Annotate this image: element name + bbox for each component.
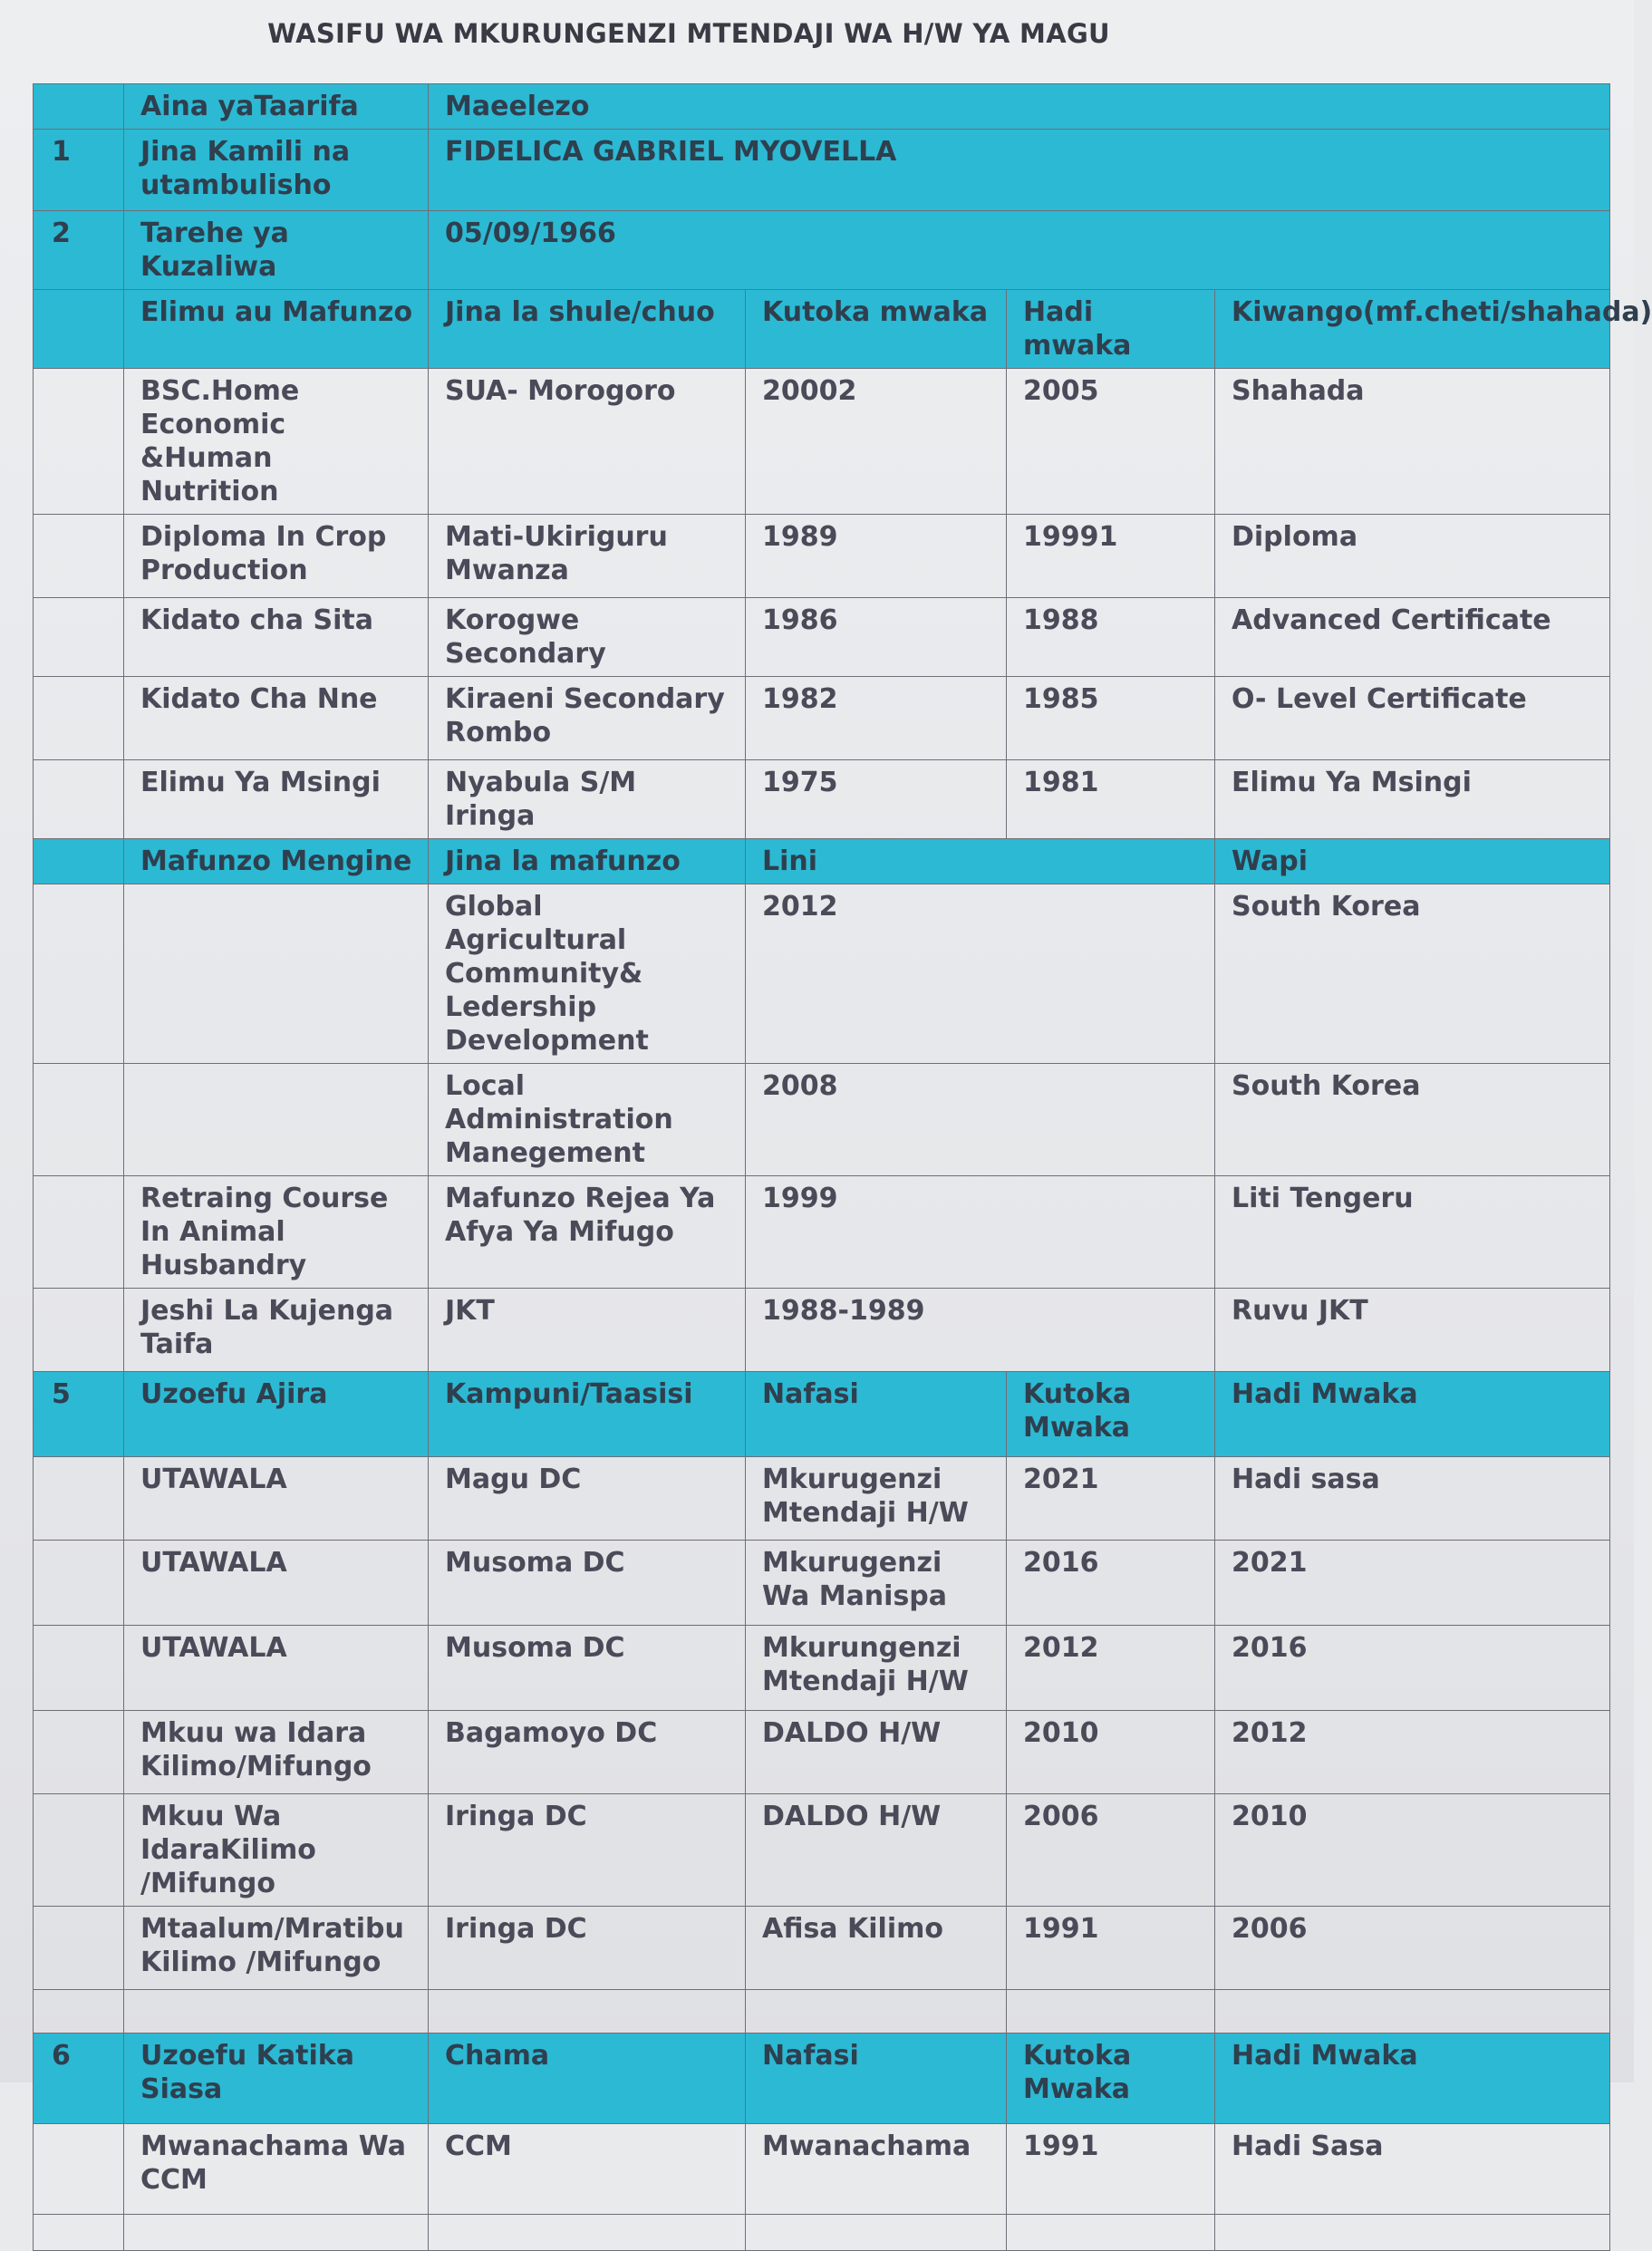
employment-position: Mkurugenzi Mtendaji H/W bbox=[746, 1457, 1007, 1541]
employment-position: Afisa Kilimo bbox=[746, 1907, 1007, 1990]
education-to: 2005 bbox=[1007, 369, 1215, 515]
table-row bbox=[34, 1711, 1610, 1794]
training-when: 1988-1989 bbox=[746, 1289, 1215, 1372]
table-row bbox=[34, 1626, 1610, 1711]
training-name: Local Administration Manegement bbox=[429, 1064, 746, 1176]
employment-field: Mtaalum/Mratibu Kilimo /Mifungo bbox=[124, 1907, 429, 1990]
education-from: 1989 bbox=[746, 515, 1007, 598]
employment-org: Musoma DC bbox=[429, 1541, 746, 1626]
education-header-from: Kutoka mwaka bbox=[746, 290, 1007, 369]
training-header-when: Lini bbox=[746, 839, 1215, 884]
row-number: 2 bbox=[34, 211, 124, 290]
cv-table bbox=[33, 83, 1652, 2251]
table-row bbox=[34, 1176, 1610, 1289]
table-row bbox=[34, 515, 1610, 598]
employment-to: Hadi sasa bbox=[1215, 1457, 1610, 1541]
education-to: 1981 bbox=[1007, 760, 1215, 839]
education-header-level: Elimu au Mafunzo bbox=[124, 290, 429, 369]
row-number: 6 bbox=[34, 2034, 124, 2124]
training-type bbox=[124, 884, 429, 1064]
education-header-to: Hadi mwaka bbox=[1007, 290, 1215, 369]
employment-field: UTAWALA bbox=[124, 1626, 429, 1711]
employment-position: Mkurungenzi Mtendaji H/W bbox=[746, 1626, 1007, 1711]
employment-from: 2006 bbox=[1007, 1794, 1215, 1907]
training-header-row bbox=[34, 839, 1610, 884]
employment-header-field: Uzoefu Ajira bbox=[124, 1372, 429, 1457]
table-row bbox=[34, 1794, 1610, 1907]
table-row bbox=[34, 677, 1610, 760]
table-row bbox=[34, 1064, 1610, 1176]
table-row bbox=[34, 1541, 1610, 1626]
education-to: 1985 bbox=[1007, 677, 1215, 760]
education-school: Korogwe Secondary bbox=[429, 598, 746, 677]
training-when: 2012 bbox=[746, 884, 1215, 1064]
row-label: Jina Kamili na utambulisho bbox=[124, 130, 429, 211]
education-grade: Advanced Certificate bbox=[1215, 598, 1610, 677]
table-row bbox=[34, 1907, 1610, 1990]
employment-field: Mkuu Wa IdaraKilimo /Mifungo bbox=[124, 1794, 429, 1907]
politics-header-row bbox=[34, 2034, 1610, 2124]
employment-field: UTAWALA bbox=[124, 1541, 429, 1626]
education-school: Nyabula S/M Iringa bbox=[429, 760, 746, 839]
personal-row-dob bbox=[34, 211, 1610, 290]
education-level: Kidato Cha Nne bbox=[124, 677, 429, 760]
education-header-row bbox=[34, 290, 1610, 369]
employment-from: 2010 bbox=[1007, 1711, 1215, 1794]
empty-row bbox=[34, 1990, 1610, 2034]
employment-to: 2006 bbox=[1215, 1907, 1610, 1990]
education-header-grade: Kiwango(mf.cheti/shahada) bbox=[1215, 290, 1610, 369]
politics-header-to: Hadi Mwaka bbox=[1215, 2034, 1610, 2124]
row-number: 1 bbox=[34, 130, 124, 211]
training-header-name: Jina la mafunzo bbox=[429, 839, 746, 884]
employment-position: DALDO H/W bbox=[746, 1794, 1007, 1907]
employment-header-position: Nafasi bbox=[746, 1372, 1007, 1457]
training-where: South Korea bbox=[1215, 1064, 1610, 1176]
education-school: SUA- Morogoro bbox=[429, 369, 746, 515]
education-from: 1982 bbox=[746, 677, 1007, 760]
employment-from: 2021 bbox=[1007, 1457, 1215, 1541]
table-row bbox=[34, 1289, 1610, 1372]
politics-position: Mwanachama bbox=[746, 2124, 1007, 2215]
employment-from: 2016 bbox=[1007, 1541, 1215, 1626]
training-where: South Korea bbox=[1215, 884, 1610, 1064]
employment-org: Iringa DC bbox=[429, 1794, 746, 1907]
employment-to: 2010 bbox=[1215, 1794, 1610, 1907]
education-from: 1986 bbox=[746, 598, 1007, 677]
politics-header-field: Uzoefu Katika Siasa bbox=[124, 2034, 429, 2124]
education-school: Mati-Ukiriguru Mwanza bbox=[429, 515, 746, 598]
employment-org: Iringa DC bbox=[429, 1907, 746, 1990]
table-row bbox=[34, 1457, 1610, 1541]
row-number: 5 bbox=[34, 1372, 124, 1457]
row-label: Tarehe ya Kuzaliwa bbox=[124, 211, 429, 290]
table-row bbox=[34, 884, 1610, 1064]
training-type: Retraing Course In Animal Husbandry bbox=[124, 1176, 429, 1289]
employment-to: 2016 bbox=[1215, 1626, 1610, 1711]
training-where: Ruvu JKT bbox=[1215, 1289, 1610, 1372]
table-row bbox=[34, 760, 1610, 839]
education-level: Kidato cha Sita bbox=[124, 598, 429, 677]
employment-position: DALDO H/W bbox=[746, 1711, 1007, 1794]
training-type: Jeshi La Kujenga Taifa bbox=[124, 1289, 429, 1372]
header-col-description: Maeelezo bbox=[429, 84, 1610, 130]
education-to: 19991 bbox=[1007, 515, 1215, 598]
employment-org: Musoma DC bbox=[429, 1626, 746, 1711]
education-grade: Elimu Ya Msingi bbox=[1215, 760, 1610, 839]
document-title: WASIFU WA MKURUNGENZI MTENDAJI WA H/W YA MAGU bbox=[267, 18, 1110, 49]
employment-to: 2012 bbox=[1215, 1711, 1610, 1794]
education-to: 1988 bbox=[1007, 598, 1215, 677]
header-col-type: Aina yaTaarifa bbox=[124, 84, 429, 130]
employment-from: 2012 bbox=[1007, 1626, 1215, 1711]
education-header-school: Jina la shule/chuo bbox=[429, 290, 746, 369]
table-header-row bbox=[34, 84, 1610, 130]
birth-date-value: 05/09/1966 bbox=[429, 211, 1610, 290]
training-when: 1999 bbox=[746, 1176, 1215, 1289]
education-from: 1975 bbox=[746, 760, 1007, 839]
education-grade: Diploma bbox=[1215, 515, 1610, 598]
training-header-type: Mafunzo Mengine bbox=[124, 839, 429, 884]
training-name: Mafunzo Rejea Ya Afya Ya Mifugo bbox=[429, 1176, 746, 1289]
employment-org: Bagamoyo DC bbox=[429, 1711, 746, 1794]
employment-header-org: Kampuni/Taasisi bbox=[429, 1372, 746, 1457]
employment-header-row bbox=[34, 1372, 1610, 1457]
politics-party: CCM bbox=[429, 2124, 746, 2215]
employment-from: 1991 bbox=[1007, 1907, 1215, 1990]
politics-from: 1991 bbox=[1007, 2124, 1215, 2215]
employment-header-to: Hadi Mwaka bbox=[1215, 1372, 1610, 1457]
education-level: Diploma In Crop Production bbox=[124, 515, 429, 598]
employment-field: UTAWALA bbox=[124, 1457, 429, 1541]
education-grade: Shahada bbox=[1215, 369, 1610, 515]
training-name: Global Agricultural Community& Ledership Development bbox=[429, 884, 746, 1064]
table-row bbox=[34, 2124, 1610, 2215]
training-type bbox=[124, 1064, 429, 1176]
table-row bbox=[34, 598, 1610, 677]
employment-header-from: Kutoka Mwaka bbox=[1007, 1372, 1215, 1457]
training-where: Liti Tengeru bbox=[1215, 1176, 1610, 1289]
training-name: JKT bbox=[429, 1289, 746, 1372]
employment-position: Mkurugenzi Wa Manispa bbox=[746, 1541, 1007, 1626]
empty-row bbox=[34, 2215, 1610, 2251]
employment-org: Magu DC bbox=[429, 1457, 746, 1541]
education-from: 20002 bbox=[746, 369, 1007, 515]
politics-header-position: Nafasi bbox=[746, 2034, 1007, 2124]
education-school: Kiraeni Secondary Rombo bbox=[429, 677, 746, 760]
education-level: BSC.Home Economic &Human Nutrition bbox=[124, 369, 429, 515]
education-level: Elimu Ya Msingi bbox=[124, 760, 429, 839]
education-grade: O- Level Certificate bbox=[1215, 677, 1610, 760]
training-header-where: Wapi bbox=[1215, 839, 1610, 884]
employment-field: Mkuu wa Idara Kilimo/Mifungo bbox=[124, 1711, 429, 1794]
politics-field: Mwanachama Wa CCM bbox=[124, 2124, 429, 2215]
politics-header-party: Chama bbox=[429, 2034, 746, 2124]
employment-to: 2021 bbox=[1215, 1541, 1610, 1626]
politics-header-from: Kutoka Mwaka bbox=[1007, 2034, 1215, 2124]
politics-to: Hadi Sasa bbox=[1215, 2124, 1610, 2215]
training-when: 2008 bbox=[746, 1064, 1215, 1176]
personal-row-name bbox=[34, 130, 1610, 211]
full-name-value: FIDELICA GABRIEL MYOVELLA bbox=[429, 130, 1610, 211]
table-row bbox=[34, 369, 1610, 515]
